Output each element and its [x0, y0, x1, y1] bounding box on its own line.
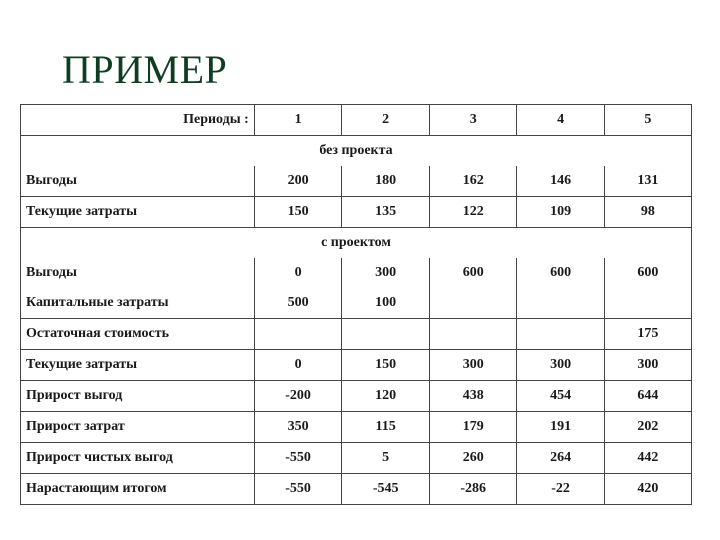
row-value: 202: [604, 412, 691, 443]
row-value: 600: [517, 258, 604, 288]
row-label: Прирост чистых выгод: [21, 443, 255, 474]
row-value: 115: [342, 412, 430, 443]
row-value: [429, 319, 517, 350]
row-label: Прирост затрат: [21, 412, 255, 443]
row-value: -550: [254, 443, 342, 474]
periods-header-label: Периоды :: [21, 105, 255, 136]
row-value: -550: [254, 474, 342, 505]
period-header-3: 3: [429, 105, 517, 136]
row-label: Выгоды: [21, 166, 255, 197]
row-value: 179: [429, 412, 517, 443]
row-value: 300: [604, 350, 691, 381]
row-label: Текущие затраты: [21, 350, 255, 381]
row-label: Прирост выгод: [21, 381, 255, 412]
row-value: 5: [342, 443, 430, 474]
table-row: [21, 258, 692, 288]
slide-title: ПРИМЕР: [62, 47, 228, 92]
row-value: -200: [254, 381, 342, 412]
row-value: 0: [254, 350, 342, 381]
row-label: Текущие затраты: [21, 197, 255, 228]
row-value: -22: [517, 474, 604, 505]
row-value: 600: [429, 258, 517, 288]
row-value: 131: [604, 166, 691, 197]
row-value: 100: [342, 288, 430, 319]
periods-header-row: [21, 105, 692, 136]
row-value: [342, 319, 430, 350]
table-row: [21, 350, 692, 381]
row-value: 442: [604, 443, 691, 474]
row-label: Остаточная стоимость: [21, 319, 255, 350]
row-value: 0: [254, 258, 342, 288]
row-value: -286: [429, 474, 517, 505]
cost-benefit-table: [20, 104, 692, 505]
row-value: 300: [342, 258, 430, 288]
table-row: [21, 474, 692, 505]
row-value: [429, 288, 517, 319]
row-label: Капитальные затраты: [21, 288, 255, 319]
row-value: [517, 288, 604, 319]
row-value: [254, 319, 342, 350]
row-value: 260: [429, 443, 517, 474]
row-label: Выгоды: [21, 258, 255, 288]
row-value: 350: [254, 412, 342, 443]
row-value: 454: [517, 381, 604, 412]
section-without-project-row: [21, 136, 692, 167]
row-value: 644: [604, 381, 691, 412]
row-value: 109: [517, 197, 604, 228]
period-header-1: 1: [254, 105, 342, 136]
section-with-project-row: [21, 228, 692, 259]
row-value: [604, 288, 691, 319]
row-value: 150: [254, 197, 342, 228]
row-value: 300: [517, 350, 604, 381]
row-value: 150: [342, 350, 430, 381]
row-value: 438: [429, 381, 517, 412]
row-value: 200: [254, 166, 342, 197]
row-value: 175: [604, 319, 691, 350]
row-value: 420: [604, 474, 691, 505]
section-without-project-label: без проекта: [21, 136, 692, 167]
row-value: 98: [604, 197, 691, 228]
section-with-project-label: с проектом: [21, 228, 692, 259]
period-header-4: 4: [517, 105, 604, 136]
row-value: 146: [517, 166, 604, 197]
row-label: Нарастающим итогом: [21, 474, 255, 505]
row-value: -545: [342, 474, 430, 505]
table-row: [21, 319, 692, 350]
row-value: 135: [342, 197, 430, 228]
row-value: 122: [429, 197, 517, 228]
row-value: 600: [604, 258, 691, 288]
table-row: [21, 443, 692, 474]
row-value: 500: [254, 288, 342, 319]
table-row: [21, 166, 692, 197]
period-header-2: 2: [342, 105, 430, 136]
row-value: 300: [429, 350, 517, 381]
table-row: [21, 412, 692, 443]
table-row: [21, 197, 692, 228]
row-value: 264: [517, 443, 604, 474]
row-value: 180: [342, 166, 430, 197]
row-value: [517, 319, 604, 350]
period-header-5: 5: [604, 105, 691, 136]
table-row: [21, 288, 692, 319]
row-value: 120: [342, 381, 430, 412]
row-value: 162: [429, 166, 517, 197]
row-value: 191: [517, 412, 604, 443]
table-row: [21, 381, 692, 412]
